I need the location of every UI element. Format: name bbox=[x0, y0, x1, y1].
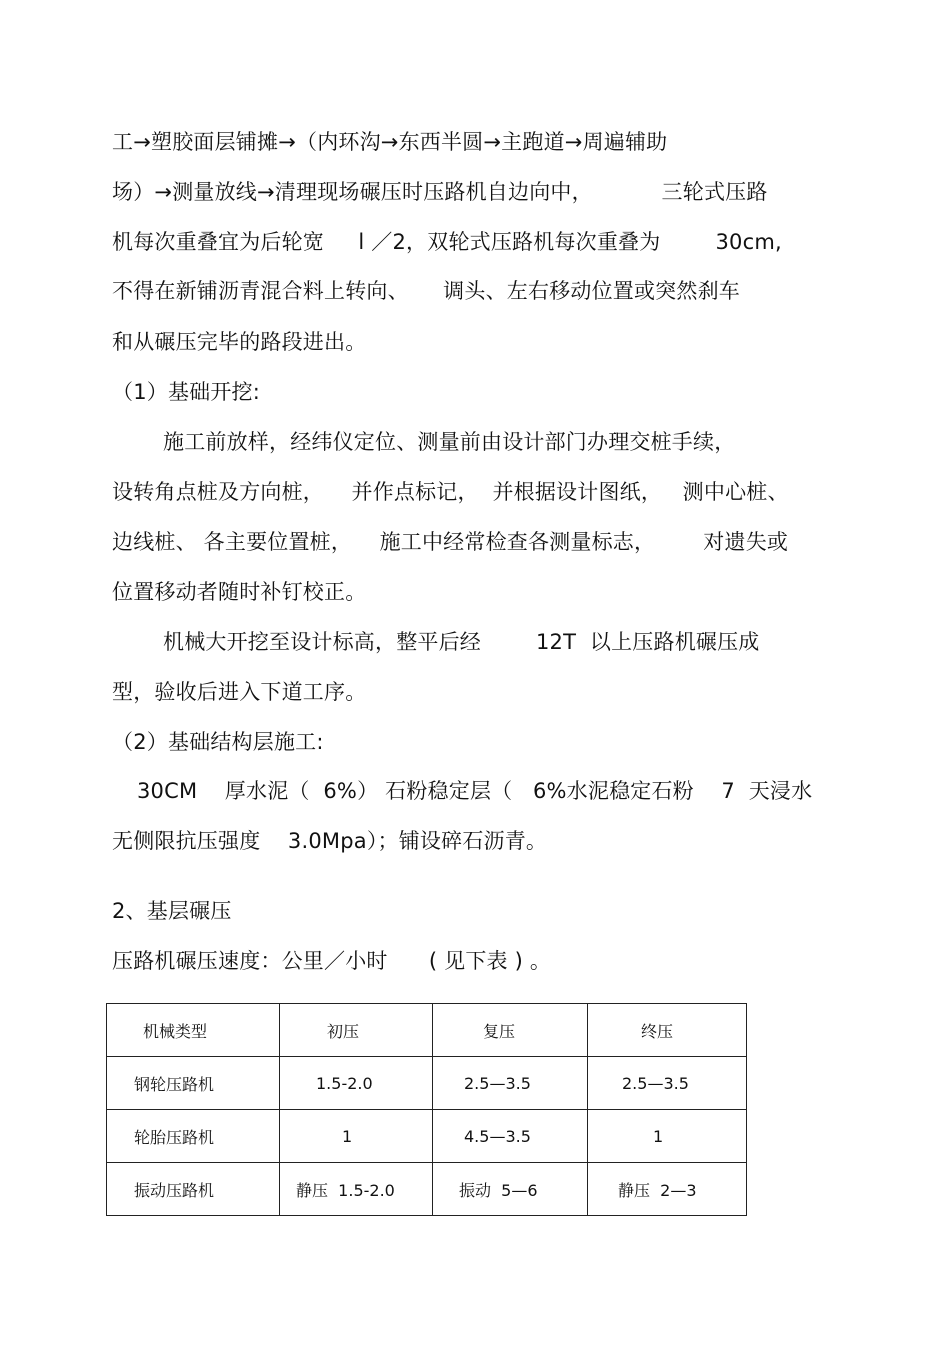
paragraph-line: 工→塑胶面层铺摊→（内环沟→东西半圆→主跑道→周遍辅助 bbox=[112, 130, 668, 154]
paragraph-line: 不得在新铺沥青混合料上转向、 调头、左右移动位置或突然刹车 bbox=[112, 279, 740, 303]
section-heading-1: （1）基础开挖: bbox=[112, 380, 261, 404]
paragraph-line: 场）→测量放线→清理现场碾压时压路机自边向中， 三轮式压路 bbox=[112, 180, 768, 204]
paragraph-line: 机每次重叠宜为后轮宽 l ／2，双轮式压路机每次重叠为 30cm, bbox=[112, 230, 782, 254]
table-header-cell: 终压 bbox=[588, 1004, 747, 1057]
paragraph-line: 压路机碾压速度：公里／小时 ( 见下表 ) 。 bbox=[112, 949, 552, 973]
table-cell: 2.5—3.5 bbox=[588, 1057, 747, 1110]
paragraph-line: 型，验收后进入下道工序。 bbox=[112, 680, 367, 704]
section-heading-3: 2、基层碾压 bbox=[112, 899, 232, 923]
table-cell: 4.5—3.5 bbox=[433, 1110, 588, 1163]
table-header-cell: 复压 bbox=[433, 1004, 588, 1057]
paragraph-line: 施工前放样，经纬仪定位、测量前由设计部门办理交桩手续， bbox=[163, 430, 736, 454]
table-row bbox=[107, 1110, 747, 1163]
paragraph-line: 设转角点桩及方向桩， 并作点标记， 并根据设计图纸， 测中心桩、 bbox=[112, 480, 789, 504]
table-cell: 静压 1.5-2.0 bbox=[280, 1163, 433, 1216]
table-cell: 1 bbox=[280, 1110, 433, 1163]
paragraph-line: 位置移动者随时补钉校正。 bbox=[112, 580, 367, 604]
table-row bbox=[107, 1163, 747, 1216]
table-row bbox=[107, 1057, 747, 1110]
table-cell: 2.5—3.5 bbox=[433, 1057, 588, 1110]
table-header-cell: 机械类型 bbox=[107, 1004, 280, 1057]
section-heading-2: （2）基础结构层施工: bbox=[112, 730, 324, 754]
compaction-speed-table bbox=[106, 1003, 747, 1216]
table-cell: 振动压路机 bbox=[107, 1163, 280, 1216]
table-header-row bbox=[107, 1004, 747, 1057]
table-cell: 1.5-2.0 bbox=[280, 1057, 433, 1110]
table-cell: 振动 5—6 bbox=[433, 1163, 588, 1216]
paragraph-line: 30CM 厚水泥（ 6%） 石粉稳定层（ 6%水泥稳定石粉 7 天浸水 bbox=[137, 779, 813, 803]
table-header-cell: 初压 bbox=[280, 1004, 433, 1057]
paragraph-line: 机械大开挖至设计标高，整平后经 12T 以上压路机碾压成 bbox=[163, 630, 760, 654]
table-cell: 1 bbox=[588, 1110, 747, 1163]
paragraph-line: 边线桩、 各主要位置桩， 施工中经常检查各测量标志， 对遗失或 bbox=[112, 530, 789, 554]
paragraph-line: 和从碾压完毕的路段进出。 bbox=[112, 330, 367, 354]
table-cell: 钢轮压路机 bbox=[107, 1057, 280, 1110]
table-cell: 轮胎压路机 bbox=[107, 1110, 280, 1163]
table-cell: 静压 2—3 bbox=[588, 1163, 747, 1216]
paragraph-line: 无侧限抗压强度 3.0Mpa）；铺设碎石沥青。 bbox=[112, 829, 548, 853]
